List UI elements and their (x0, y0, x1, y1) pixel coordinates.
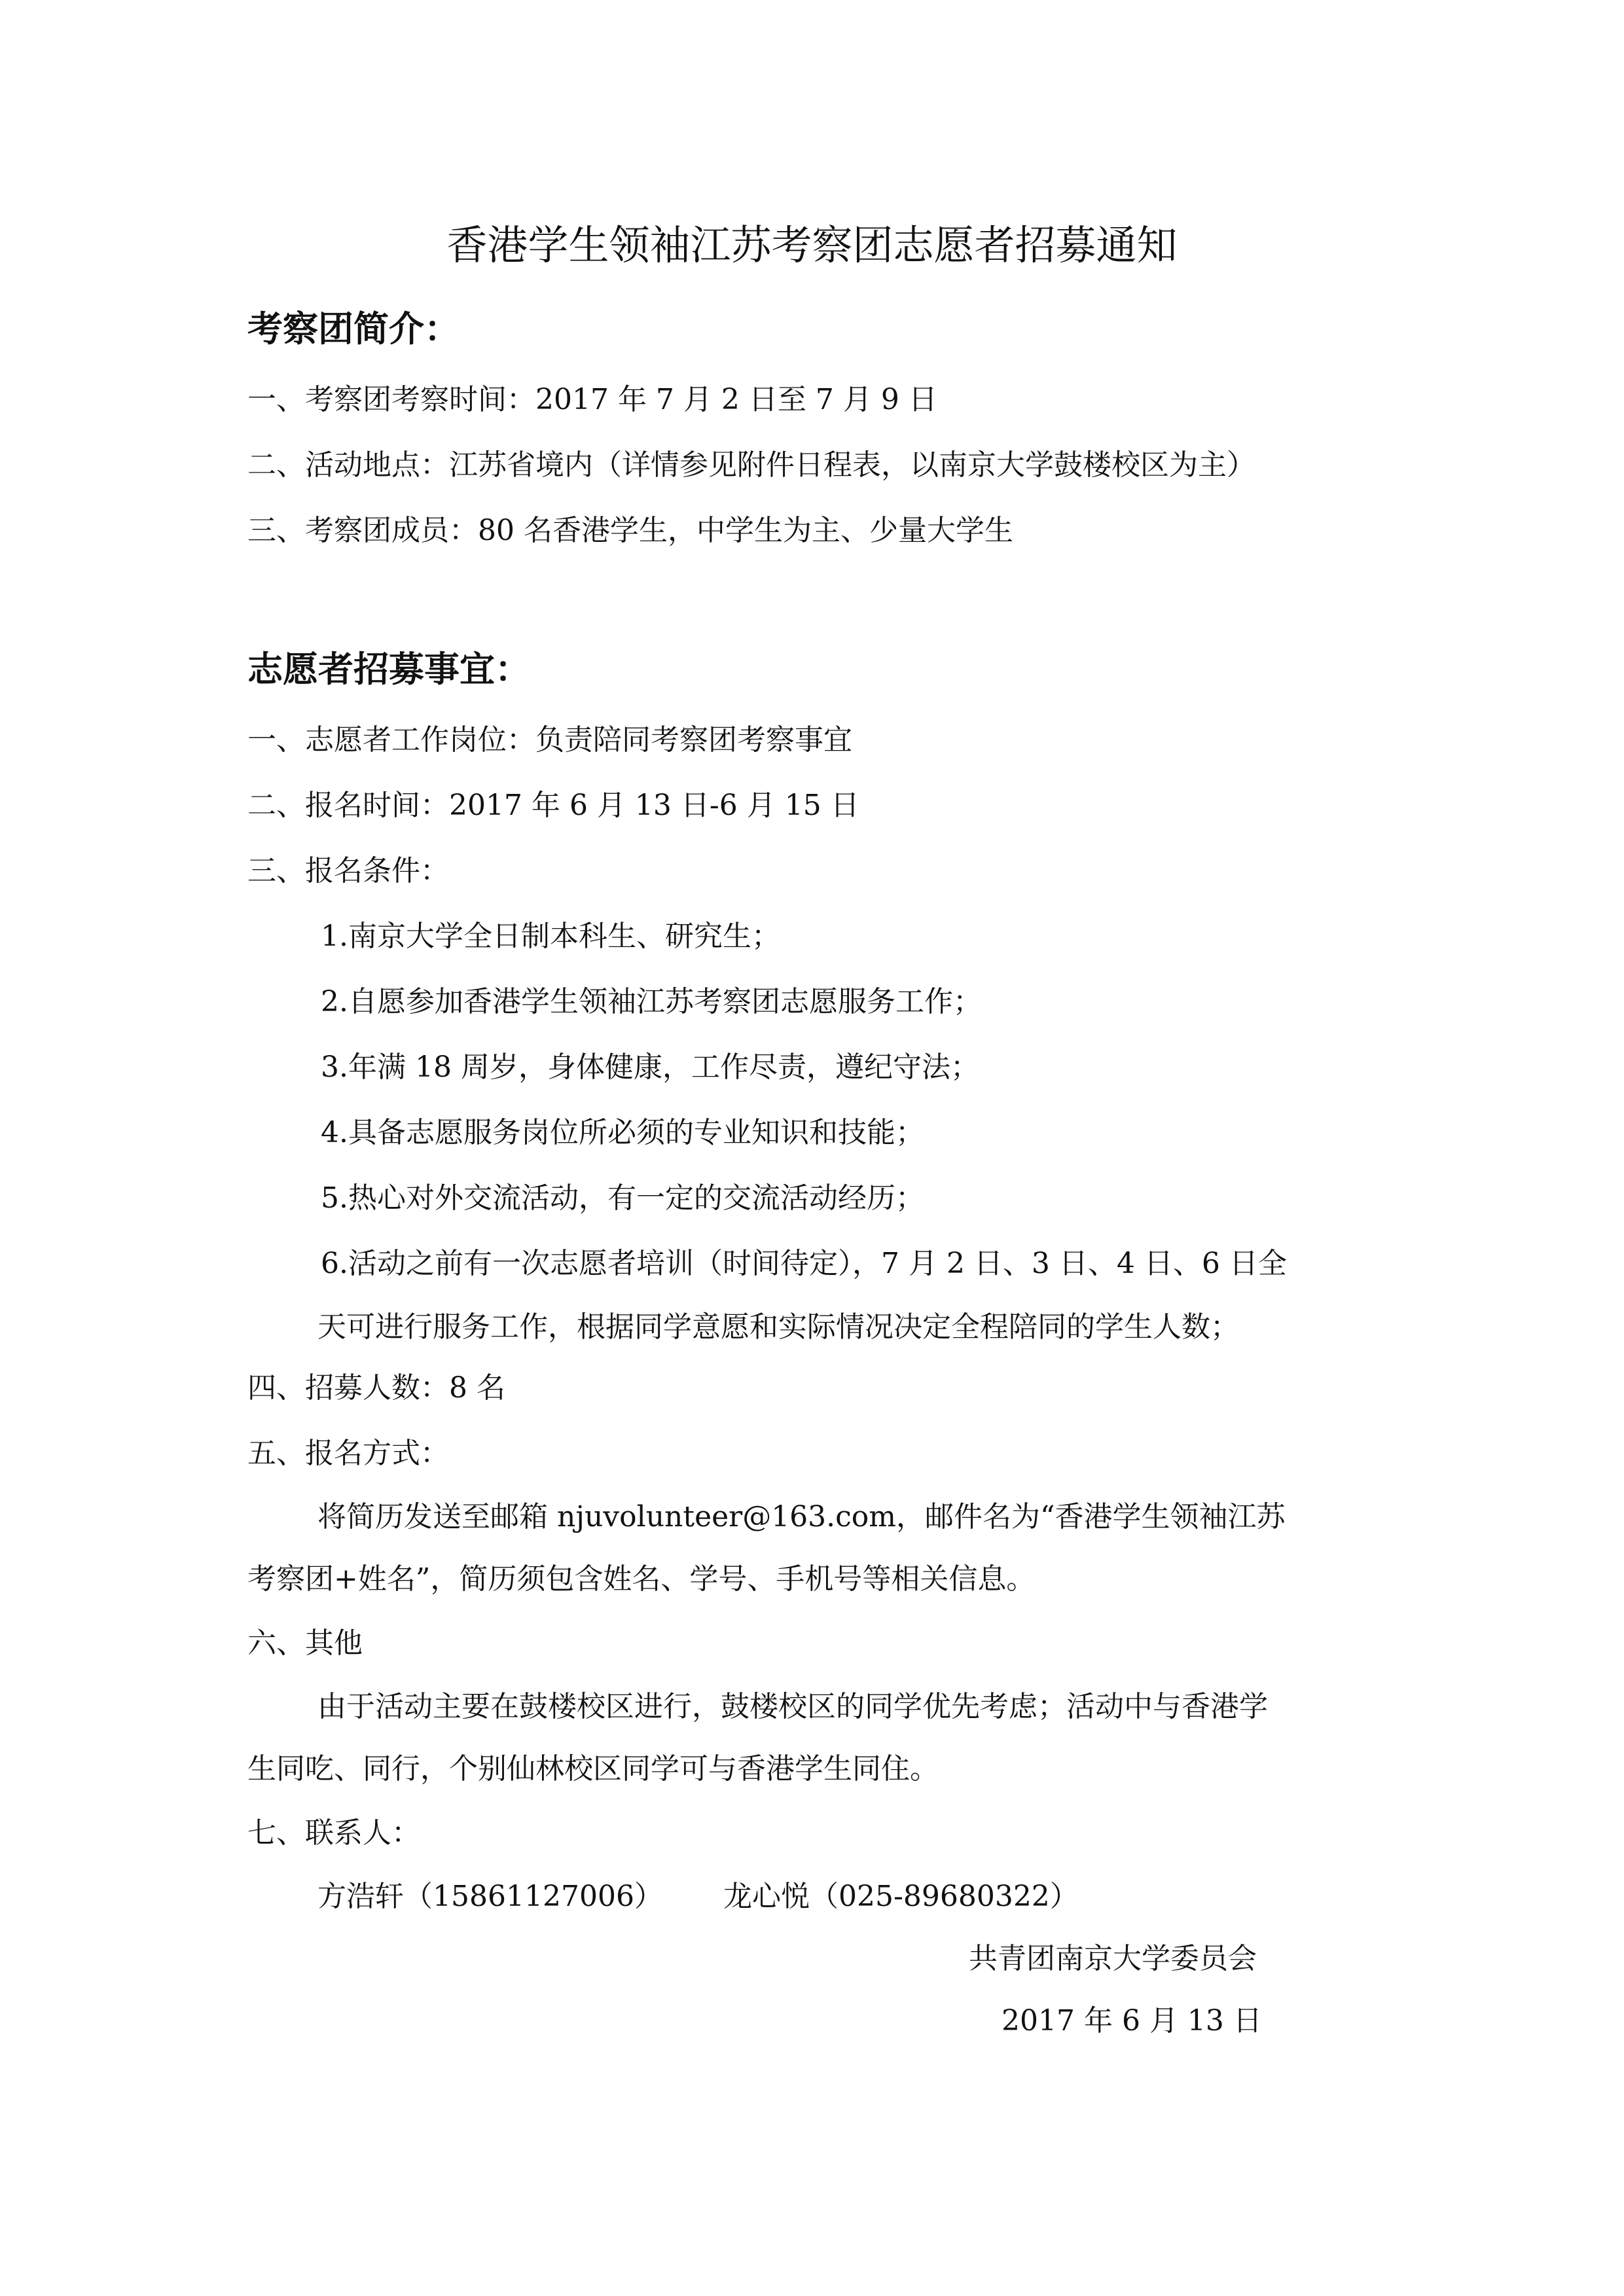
other-text-line: 生同吃、同行，个别仙林校区同学可与香港学生同住。 (247, 1752, 939, 1785)
method-text-line: 考察团+姓名”，简历须包含姓名、学号、手机号等相关信息。 (247, 1562, 1036, 1596)
condition-item: 4.具备志愿服务岗位所必须的专业知识和技能； (321, 1116, 924, 1149)
recruit-item-position: 一、志愿者工作岗位：负责陪同考察团考察事宜 (247, 723, 852, 757)
recruit-item-count: 四、招募人数：8 名 (247, 1371, 505, 1405)
recruit-item-contacts: 七、联系人： (247, 1816, 420, 1850)
recruit-item-conditions: 三、报名条件： (247, 854, 449, 888)
signature-org: 共青团南京大学委员会 (969, 1942, 1257, 1975)
section-heading-intro: 考察团简介： (247, 308, 460, 350)
signature-date: 2017 年 6 月 13 日 (1001, 2004, 1262, 2037)
condition-item-continued: 天可进行服务工作，根据同学意愿和实际情况决定全程陪同的学生人数； (317, 1310, 1239, 1344)
intro-item-time: 一、考察团考察时间：2017 年 7 月 2 日至 7 月 9 日 (247, 383, 937, 416)
document-title: 香港学生领袖江苏考察团志愿者招募通知 (446, 221, 1178, 269)
condition-item: 6.活动之前有一次志愿者培训（时间待定），7 月 2 日、3 日、4 日、6 日全 (321, 1247, 1287, 1280)
section-heading-recruit: 志愿者招募事宜： (247, 649, 530, 690)
recruit-item-period: 二、报名时间：2017 年 6 月 13 日-6 月 15 日 (247, 789, 859, 822)
intro-item-location: 二、活动地点：江苏省境内（详情参见附件日程表，以南京大学鼓楼校区为主） (247, 448, 1255, 482)
condition-item: 5.热心对外交流活动，有一定的交流活动经历； (321, 1181, 924, 1215)
condition-item: 3.年满 18 周岁，身体健康，工作尽责，遵纪守法； (321, 1050, 979, 1084)
recruit-item-method: 五、报名方式： (247, 1437, 449, 1470)
method-text-line: 将简历发送至邮箱 njuvolunteer@163.com，邮件名为“香港学生领袖江苏 (317, 1500, 1286, 1534)
condition-item: 2.自愿参加香港学生领袖江苏考察团志愿服务工作； (321, 985, 982, 1018)
recruit-item-other: 六、其他 (247, 1626, 363, 1660)
contact-person: 龙心悦（025-89680322） (723, 1880, 1079, 1913)
other-text-line: 由于活动主要在鼓楼校区进行，鼓楼校区的同学优先考虑；活动中与香港学 (317, 1690, 1268, 1723)
contact-person: 方浩轩（15861127006） (317, 1880, 663, 1913)
condition-item: 1.南京大学全日制本科生、研究生； (321, 920, 780, 953)
intro-item-members: 三、考察团成员：80 名香港学生，中学生为主、少量大学生 (247, 514, 1013, 547)
